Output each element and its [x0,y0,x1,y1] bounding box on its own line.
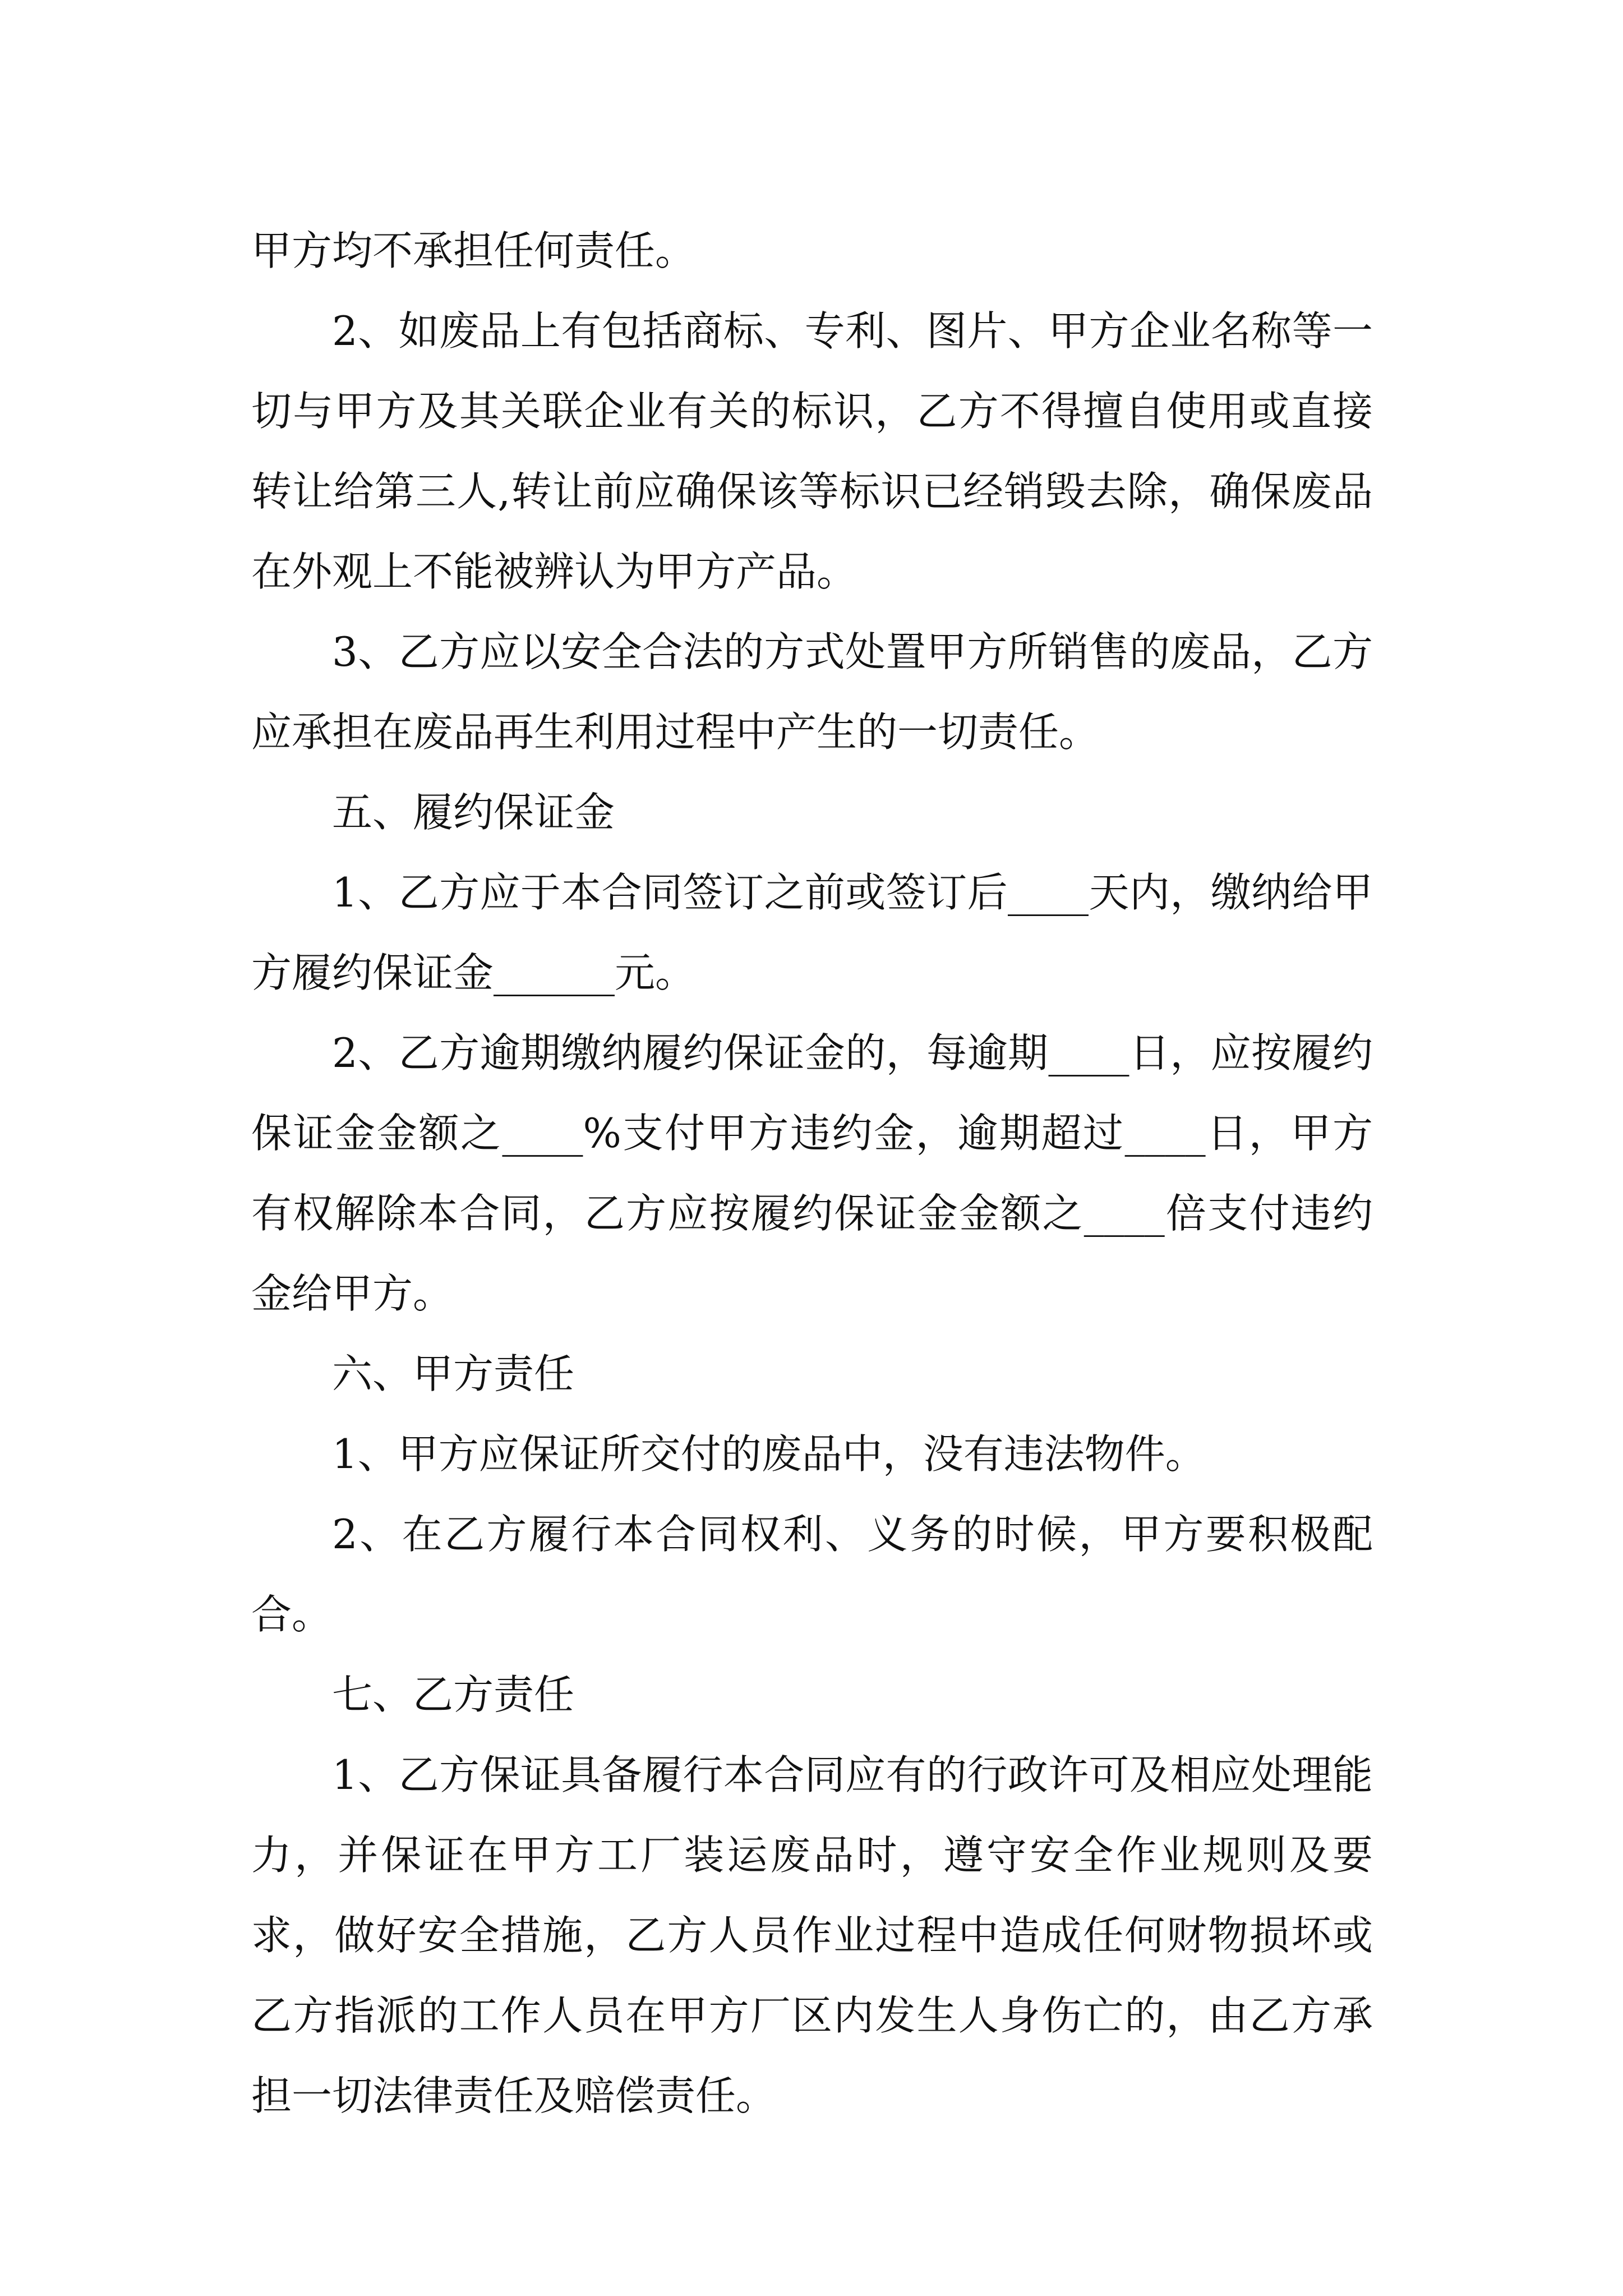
section-heading: 六、甲方责任 [332,1350,575,1397]
paragraph-item: 2、如废品上有包括商标、专利、图片、甲方企业名称等一切与甲方及其关联企业有关的标识，乙方不得擅自使用或直接转让给第三人,转让前应确保该等标识已经销毁去除，确保废品在外观上不能被辨认为甲方产品。 [251,307,1373,595]
paragraph-item: 2、乙方逾期缴纳履约保证金的，每逾期____日，应按履约保证金金额之____%支付甲方违约金，逾期超过____日，甲方有权解除本合同，乙方应按履约保证金金额之____倍支付违约金给甲方。 [251,1029,1373,1317]
paragraph-item: 1、乙方保证具备履行本合同应有的行政许可及相应处理能力，并保证在甲方工厂装运废品时，遵守安全作业规则及要求，做好安全措施，乙方人员作业过程中造成任何财物损坏或乙方指派的工作人员在甲方厂区内发生人身伤亡的，由乙方承担一切法律责任及赔偿责任。 [251,1751,1373,2119]
paragraph-item: 1、甲方应保证所交付的废品中，没有违法物件。 [332,1430,1206,1478]
document-body [251,211,1373,2136]
paragraph-item: 1、乙方应于本合同签订之前或签订后____天内，缴纳给甲方履约保证金______元。 [251,869,1373,996]
paragraph-continuation: 甲方均不承担任何责任。 [251,227,696,274]
paragraph-item: 3、乙方应以安全合法的方式处置甲方所销售的废品，乙方应承担在废品再生利用过程中产生的一切责任。 [251,628,1373,756]
paragraph-item: 2、在乙方履行本合同权利、义务的时候，甲方要积极配合。 [251,1511,1373,1638]
section-heading: 五、履约保证金 [332,789,615,836]
section-heading: 七、乙方责任 [332,1671,575,1718]
